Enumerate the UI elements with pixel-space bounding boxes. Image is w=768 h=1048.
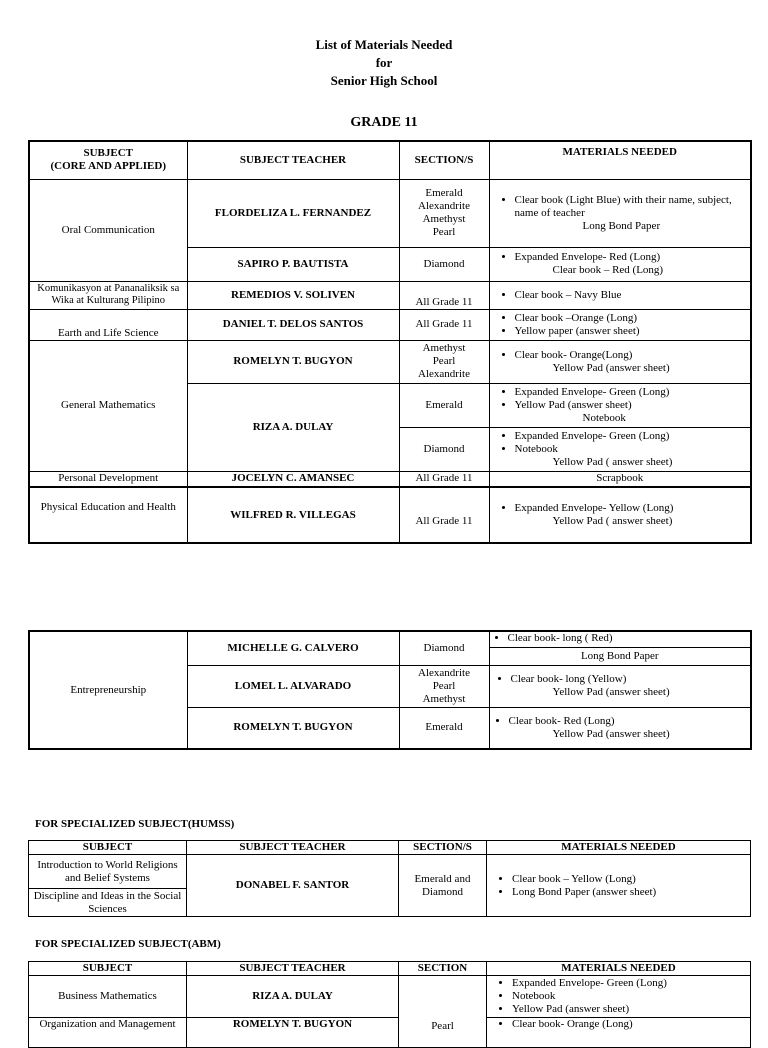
teacher-cell: ROMELYN T. BUGYON — [187, 707, 399, 749]
table-row — [29, 309, 751, 340]
section-cell: Pearl — [399, 976, 487, 1048]
materials-cell: • Clear book- long (Yellow) Yellow Pad (answer sheet) — [489, 665, 751, 707]
list-item: • Clear book – Yellow (Long) — [512, 873, 747, 886]
list-item: • Clear book- Orange(Long) — [515, 349, 748, 362]
sections-cell: Amethyst Pearl Alexandrite — [399, 340, 489, 383]
table-header-row — [29, 962, 751, 976]
list-item: • Clear book- Orange (Long) — [512, 1018, 747, 1031]
sections-cell: Emerald — [399, 707, 489, 749]
list-item: • Clear book- long (Yellow) — [511, 673, 748, 686]
list-item: • Clear book – Navy Blue — [515, 289, 748, 302]
materials-header: MATERIALS NEEDED — [487, 841, 751, 855]
materials-header: MATERIALS NEEDED — [487, 962, 751, 976]
table-header-row — [29, 841, 751, 855]
subject-cell: Oral Communication — [29, 179, 187, 281]
list-item: • Clear book- Red (Long) — [509, 715, 748, 728]
teacher-cell: REMEDIOS V. SOLIVEN — [187, 281, 399, 309]
subject-cell: Komunikasyon at Pananaliksik sa Wika at Kulturang Pilipino — [29, 281, 187, 309]
sections-cell: Emerald and Diamond — [399, 855, 487, 917]
table-row — [29, 1018, 751, 1048]
sections-header: SECTION/S — [399, 141, 489, 179]
sections-cell: Diamond — [399, 427, 489, 471]
materials-cell — [487, 855, 751, 917]
materials-cell: • Expanded Envelope- Red (Long) Clear book – Red (Long) — [489, 247, 751, 281]
table-row — [29, 340, 751, 383]
grade11-core-table — [28, 140, 752, 544]
list-item: • Expanded Envelope- Green (Long) — [515, 386, 748, 399]
teacher-cell: LOMEL L. ALVARADO — [187, 665, 399, 707]
subject-header: SUBJECT — [29, 841, 187, 855]
sections-cell: Alexandrite Pearl Amethyst — [399, 665, 489, 707]
list-item: • Expanded Envelope- Green (Long) — [515, 430, 748, 443]
teacher-header: SUBJECT TEACHER — [187, 962, 399, 976]
doc-title-line3: Senior High School — [330, 73, 438, 88]
teacher-cell: MICHELLE G. CALVERO — [187, 631, 399, 665]
humss-heading: FOR SPECIALIZED SUBJECT(HUMSS) — [35, 818, 235, 830]
list-item: • Clear book (Light Blue) with their name, subject, name of teacher — [515, 194, 748, 220]
sections-header: SECTION/S — [399, 841, 487, 855]
list-item: • Expanded Envelope- Red (Long) — [515, 251, 748, 264]
teacher-cell: ROMELYN T. BUGYON — [187, 340, 399, 383]
list-item: • Expanded Envelope- Yellow (Long) — [515, 502, 748, 515]
doc-title-line1: List of Materials Needed — [315, 37, 453, 52]
teacher-cell: SAPIRO P. BAUTISTA — [187, 247, 399, 281]
sections-cell: All Grade 11 — [399, 487, 489, 543]
materials-cell: • Expanded Envelope- Green (Long) • Notebook Yellow Pad ( answer sheet) — [489, 427, 751, 471]
table-row — [29, 631, 751, 665]
teacher-cell: JOCELYN C. AMANSEC — [187, 471, 399, 487]
table-row — [29, 179, 751, 247]
materials-cell: Scrapbook — [489, 471, 751, 487]
list-item: • Expanded Envelope- Green (Long) — [512, 977, 747, 990]
table-row — [29, 471, 751, 487]
section-header: SECTION — [399, 962, 487, 976]
list-item: • Yellow paper (answer sheet) — [515, 325, 748, 338]
materials-cell: • Clear book- Orange(Long) Yellow Pad (answer sheet) — [489, 340, 751, 383]
teacher-cell: RIZA A. DULAY — [187, 976, 399, 1018]
materials-cell: • Expanded Envelope- Yellow (Long) Yellow Pad ( answer sheet) — [489, 487, 751, 543]
teacher-cell: ROMELYN T. BUGYON — [187, 1018, 399, 1048]
subject-cell: Physical Education and Health — [29, 487, 187, 543]
materials-cell: • Clear book (Light Blue) with their name, subject, name of teacher Long Bond Paper — [489, 179, 751, 247]
materials-cell — [487, 976, 751, 1018]
teacher-cell: RIZA A. DULAY — [187, 383, 399, 471]
entrepreneurship-table — [28, 630, 752, 750]
subject-cell: Earth and Life Science — [29, 309, 187, 340]
sections-cell: All Grade 11 — [399, 471, 489, 487]
teacher-cell: WILFRED R. VILLEGAS — [187, 487, 399, 543]
table-row — [29, 855, 751, 889]
teacher-cell: DONABEL F. SANTOR — [187, 855, 399, 917]
materials-cell — [487, 1018, 751, 1048]
doc-title-line2: for — [375, 55, 393, 70]
list-item: • Clear book –Orange (Long) — [515, 312, 748, 325]
teacher-header: SUBJECT TEACHER — [187, 841, 399, 855]
subject-cell: Entrepreneurship — [29, 631, 187, 749]
sections-cell: Emerald Alexandrite Amethyst Pearl — [399, 179, 489, 247]
materials-cell — [489, 309, 751, 340]
list-item: • Long Bond Paper (answer sheet) — [512, 886, 747, 899]
table-row — [29, 281, 751, 309]
sections-cell: Emerald — [399, 383, 489, 427]
materials-cell: • Clear book- long ( Red) Long Bond Paper — [489, 631, 751, 665]
table-header-row — [29, 141, 751, 179]
teacher-cell: DANIEL T. DELOS SANTOS — [187, 309, 399, 340]
teacher-header: SUBJECT TEACHER — [187, 141, 399, 179]
subject-cell: Personal Development — [29, 471, 187, 487]
subject-cell: Organization and Management — [29, 1018, 187, 1048]
list-item: • Notebook — [512, 990, 747, 1003]
sections-cell: Diamond — [399, 631, 489, 665]
sections-cell: All Grade 11 — [399, 309, 489, 340]
list-item: • Clear book- long ( Red) — [508, 632, 751, 645]
list-item: • Yellow Pad (answer sheet) — [515, 399, 748, 412]
table-row — [29, 487, 751, 543]
subject-cell: Discipline and Ideas in the Social Sciences — [29, 889, 187, 917]
subject-cell: Business Mathematics — [29, 976, 187, 1018]
grade-heading: GRADE 11 — [350, 115, 418, 130]
teacher-cell: FLORDELIZA L. FERNANDEZ — [187, 179, 399, 247]
materials-header: MATERIALS NEEDED — [489, 141, 751, 179]
materials-cell: • Clear book- Red (Long) Yellow Pad (answer sheet) — [489, 707, 751, 749]
sections-cell: Diamond — [399, 247, 489, 281]
materials-cell: • Expanded Envelope- Green (Long) • Yellow Pad (answer sheet) Notebook — [489, 383, 751, 427]
abm-heading: FOR SPECIALIZED SUBJECT(ABM) — [35, 938, 221, 950]
materials-cell — [489, 281, 751, 309]
table-row — [29, 976, 751, 1018]
subject-cell: Introduction to World Religions and Belief Systems — [29, 855, 187, 889]
list-item: • Notebook — [515, 443, 748, 456]
list-item: • Yellow Pad (answer sheet) — [512, 1003, 747, 1016]
humss-table — [28, 840, 751, 917]
sections-cell: All Grade 11 — [399, 281, 489, 309]
abm-table — [28, 961, 751, 1048]
subject-cell: General Mathematics — [29, 340, 187, 471]
subject-header: SUBJECT (CORE AND APPLIED) — [29, 141, 187, 179]
subject-header: SUBJECT — [29, 962, 187, 976]
